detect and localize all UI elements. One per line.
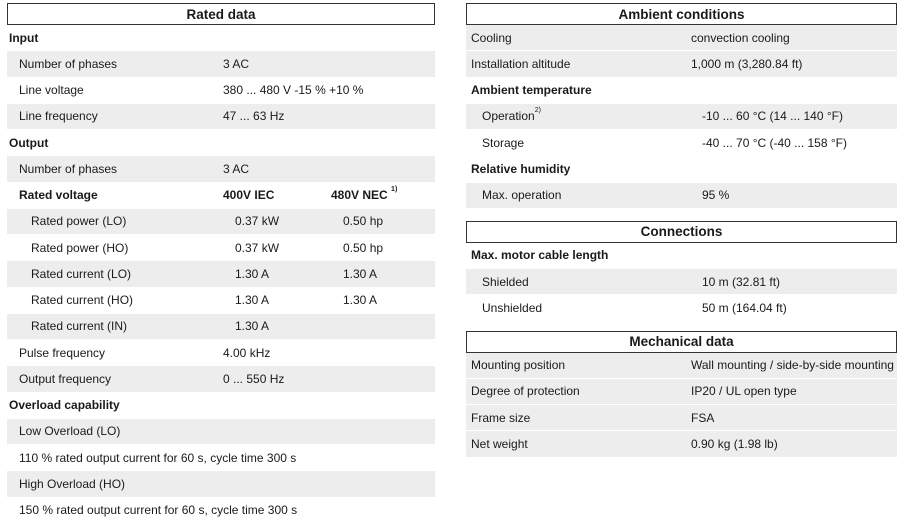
row-label: Line voltage [19,83,84,98]
footnote-1: 1) [391,186,398,194]
rated-voltage-row [7,183,435,209]
row-value: 4.00 kHz [223,345,271,360]
overload-heading: Overload capability [7,393,435,419]
overload-ho-desc: 150 % rated output current for 60 s, cycle time 300 s [7,498,435,524]
row-label: Net weight [471,436,528,451]
output-frequency-row [7,366,435,392]
output-row-current-ho [7,288,435,314]
row-value: 1,000 m (3,280.84 ft) [691,56,803,71]
output-row-power-lo [7,209,435,235]
row-value: -10 ... 60 °C (14 ... 140 °F) [702,109,843,124]
row-label: Number of phases [19,56,118,71]
row-value: -40 ... 70 °C (-40 ... 158 °F) [702,135,847,150]
rated-data-panel [7,0,435,524]
row-label: Rated power (HO) [31,240,129,255]
output-row-current-lo [7,261,435,287]
row-label: Rated current (LO) [31,266,132,281]
frame-size-row [466,405,897,431]
output-heading: Output [7,130,435,156]
row-nec: 0.50 hp [343,240,384,255]
pulse-frequency-row [7,340,435,366]
relative-humidity-heading: Relative humidity [466,156,897,182]
row-label: Max. operation [482,188,562,203]
row-value: 0.90 kg (1.98 lb) [691,436,778,451]
max-operation-row [466,183,897,209]
input-heading: Input [7,25,435,51]
input-row-frequency [7,104,435,130]
row-value: IP20 / UL open type [691,384,797,399]
output-row-current-in [7,314,435,340]
output-row-power-ho [7,235,435,261]
row-value: 47 ... 63 Hz [223,109,285,124]
row-label: Shielded [482,274,529,289]
row-nec: 1.30 A [343,266,378,281]
row-iec: 0.37 kW [235,240,280,255]
row-label: Unshielded [482,300,543,315]
net-weight-row [466,431,897,457]
output-row-phases [7,156,435,182]
nec-header: 480V NEC $^{1)}$ [331,186,398,203]
mounting-position-row [466,353,897,379]
row-value: 0 ... 550 Hz [223,371,285,386]
footnote-2: 2) [534,107,541,115]
overload-lo-label: Low Overload (LO) [7,419,435,445]
cooling-row [466,25,897,51]
input-row-phases [7,51,435,77]
rated-voltage-label: Rated voltage [19,188,98,203]
row-label: Output frequency [19,371,112,386]
row-label: Degree of protection [471,384,580,399]
iec-header: 400V IEC [223,188,275,203]
cable-length-heading: Max. motor cable length [466,243,897,269]
row-iec: 1.30 A [235,293,270,308]
row-label: Storage [482,135,525,150]
row-label: Installation altitude [471,56,571,71]
row-label: Cooling [471,30,512,45]
altitude-row [466,51,897,77]
row-iec: 1.30 A [235,319,270,334]
row-label: Rated current (HO) [31,293,134,308]
row-label: Line frequency [19,109,98,124]
row-iec: 0.37 kW [235,214,280,229]
unshielded-row [466,295,897,321]
row-value: 3 AC [223,161,250,176]
rated-data-title: Rated data [7,3,435,25]
row-value: 50 m (164.04 ft) [702,300,787,315]
row-label: Mounting position [471,358,566,373]
operation-row [466,104,897,130]
degree-of-protection-row [466,379,897,405]
ambient-conditions-title: Ambient conditions [466,3,897,25]
shielded-row [466,269,897,295]
row-label: Rated current (IN) [31,319,128,334]
row-label: Number of phases [19,161,118,176]
row-value: 95 % [702,188,730,203]
row-value: 10 m (32.81 ft) [702,274,781,289]
row-nec: 0.50 hp [343,214,384,229]
row-label: Frame size [471,410,531,425]
overload-ho-label: High Overload (HO) [7,471,435,497]
row-value: Wall mounting / side-by-side mounting [691,358,894,373]
right-panels [466,0,897,458]
row-iec: 1.30 A [235,266,270,281]
overload-lo-desc: 110 % rated output current for 60 s, cycle time 300 s [7,445,435,471]
row-value: convection cooling [691,30,790,45]
input-row-voltage [7,78,435,104]
row-value: 380 ... 480 V -15 % +10 % [223,83,364,98]
row-label: Pulse frequency [19,345,106,360]
row-label: Operation$^{2)}$ [482,107,541,124]
connections-title: Connections [466,221,897,243]
ambient-temperature-heading: Ambient temperature [466,78,897,104]
storage-row [466,130,897,156]
mechanical-data-title: Mechanical data [466,331,897,353]
row-value: FSA [691,410,715,425]
row-nec: 1.30 A [343,293,378,308]
row-value: 3 AC [223,56,250,71]
row-label: Rated power (LO) [31,214,127,229]
